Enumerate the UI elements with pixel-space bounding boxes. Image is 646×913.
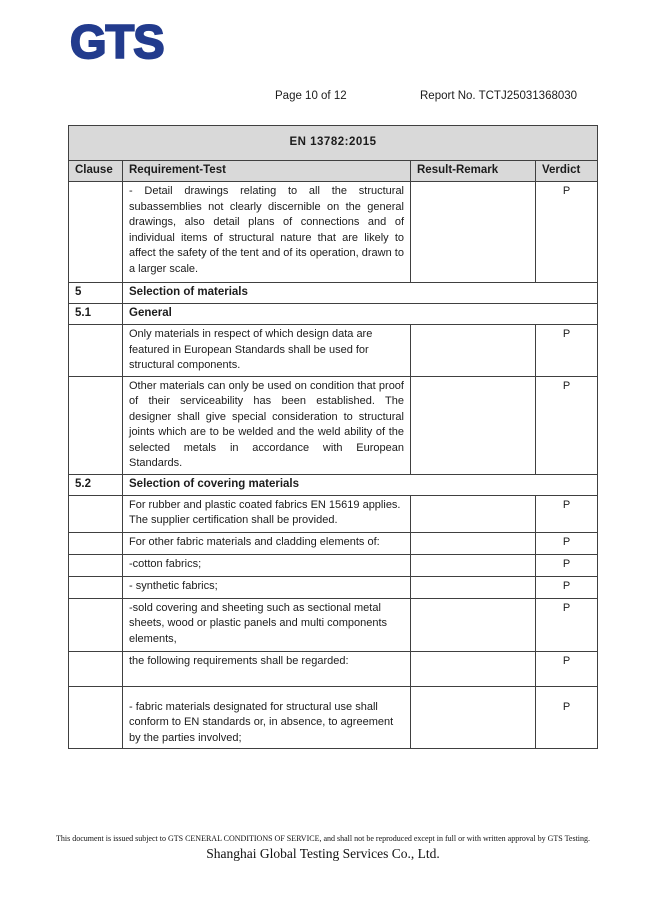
page-footer (0, 834, 646, 862)
column-header-requirement: Requirement-Test (123, 161, 411, 182)
requirement-cell: Other materials can only be used on condition that proof of their serviceability has been established. The designer shall give special consideration to structural joints which are to be welded and the weld ability of the selected metals in accordance with European Standards. (123, 376, 411, 474)
verdict-cell: P (536, 376, 598, 474)
remark-cell (411, 182, 536, 283)
table-row (69, 686, 598, 749)
remark-cell (411, 598, 536, 651)
verdict-cell: P (536, 686, 598, 749)
section-row (69, 304, 598, 325)
table-row (69, 576, 598, 598)
gts-logo: GTS (70, 15, 164, 68)
verdict-cell: P (536, 325, 598, 377)
remark-cell (411, 532, 536, 554)
requirement-cell: For rubber and plastic coated fabrics EN 15619 applies. The supplier certification shall be provided. (123, 495, 411, 532)
verdict-cell: P (536, 182, 598, 283)
clause-cell (69, 651, 123, 686)
table-row (69, 651, 598, 686)
clause-cell: 5.2 (69, 474, 123, 495)
section-title-cell: Selection of covering materials (123, 474, 598, 495)
verdict-cell: P (536, 598, 598, 651)
section-row (69, 474, 598, 495)
table-row (69, 325, 598, 377)
remark-cell (411, 651, 536, 686)
clause-cell (69, 686, 123, 749)
table-row (69, 532, 598, 554)
clause-cell (69, 576, 123, 598)
remark-cell (411, 495, 536, 532)
clause-cell: 5 (69, 283, 123, 304)
table-row (69, 495, 598, 532)
column-header-verdict: Verdict (536, 161, 598, 182)
clause-cell: 5.1 (69, 304, 123, 325)
verdict-cell: P (536, 495, 598, 532)
table-row (69, 376, 598, 474)
requirement-cell: -sold covering and sheeting such as sectional metal sheets, wood or plastic panels and multi components elements, (123, 598, 411, 651)
table-row (69, 598, 598, 651)
remark-cell (411, 686, 536, 749)
table-row (69, 182, 598, 283)
verdict-cell: P (536, 651, 598, 686)
section-title-cell: Selection of materials (123, 283, 598, 304)
clause-cell (69, 554, 123, 576)
remark-cell (411, 554, 536, 576)
verdict-cell: P (536, 576, 598, 598)
report-number: Report No. TCTJ25031368030 (420, 90, 578, 102)
clause-cell (69, 495, 123, 532)
section-row (69, 283, 598, 304)
requirement-cell: - Detail drawings relating to all the structural subassemblies not clearly discernible on the general drawings, also detail plans of connections and of individual items of structural nature that are likely to affect the safety of the tent and of its operation, drawn to a larger scale. (123, 182, 411, 283)
clause-cell (69, 376, 123, 474)
requirement-cell: - synthetic fabrics; (123, 576, 411, 598)
table-title-row (69, 126, 598, 161)
clause-cell (69, 182, 123, 283)
clause-cell (69, 325, 123, 377)
column-header-result: Result-Remark (411, 161, 536, 182)
table-row (69, 554, 598, 576)
table-header-row (69, 161, 598, 182)
requirement-cell: the following requirements shall be regarded: (123, 651, 411, 686)
requirement-cell: For other fabric materials and cladding elements of: (123, 532, 411, 554)
requirement-cell: Only materials in respect of which design data are featured in European Standards shall be used for structural components. (123, 325, 411, 377)
section-title-cell: General (123, 304, 598, 325)
verdict-cell: P (536, 554, 598, 576)
clause-cell (69, 532, 123, 554)
footer-company-name: Shanghai Global Testing Services Co., Ltd. (206, 846, 440, 861)
page-number: Page 10 of 12 (275, 90, 347, 102)
remark-cell (411, 576, 536, 598)
remark-cell (411, 325, 536, 377)
remark-cell (411, 376, 536, 474)
footer-disclaimer: This document is issued subject to GTS CENERAL CONDITIONS OF SERVICE, and shall not be reproduced except in full or with written approval by GTS Testing. (55, 834, 591, 843)
requirement-cell: -cotton fabrics; (123, 554, 411, 576)
clause-cell (69, 598, 123, 651)
verdict-cell: P (536, 532, 598, 554)
requirements-table (68, 125, 598, 749)
table-title: EN 13782:2015 (69, 126, 598, 161)
column-header-clause: Clause (69, 161, 123, 182)
requirement-cell: - fabric materials designated for structural use shall conform to EN standards or, in absence, to agreement by the parties involved; (123, 686, 411, 749)
